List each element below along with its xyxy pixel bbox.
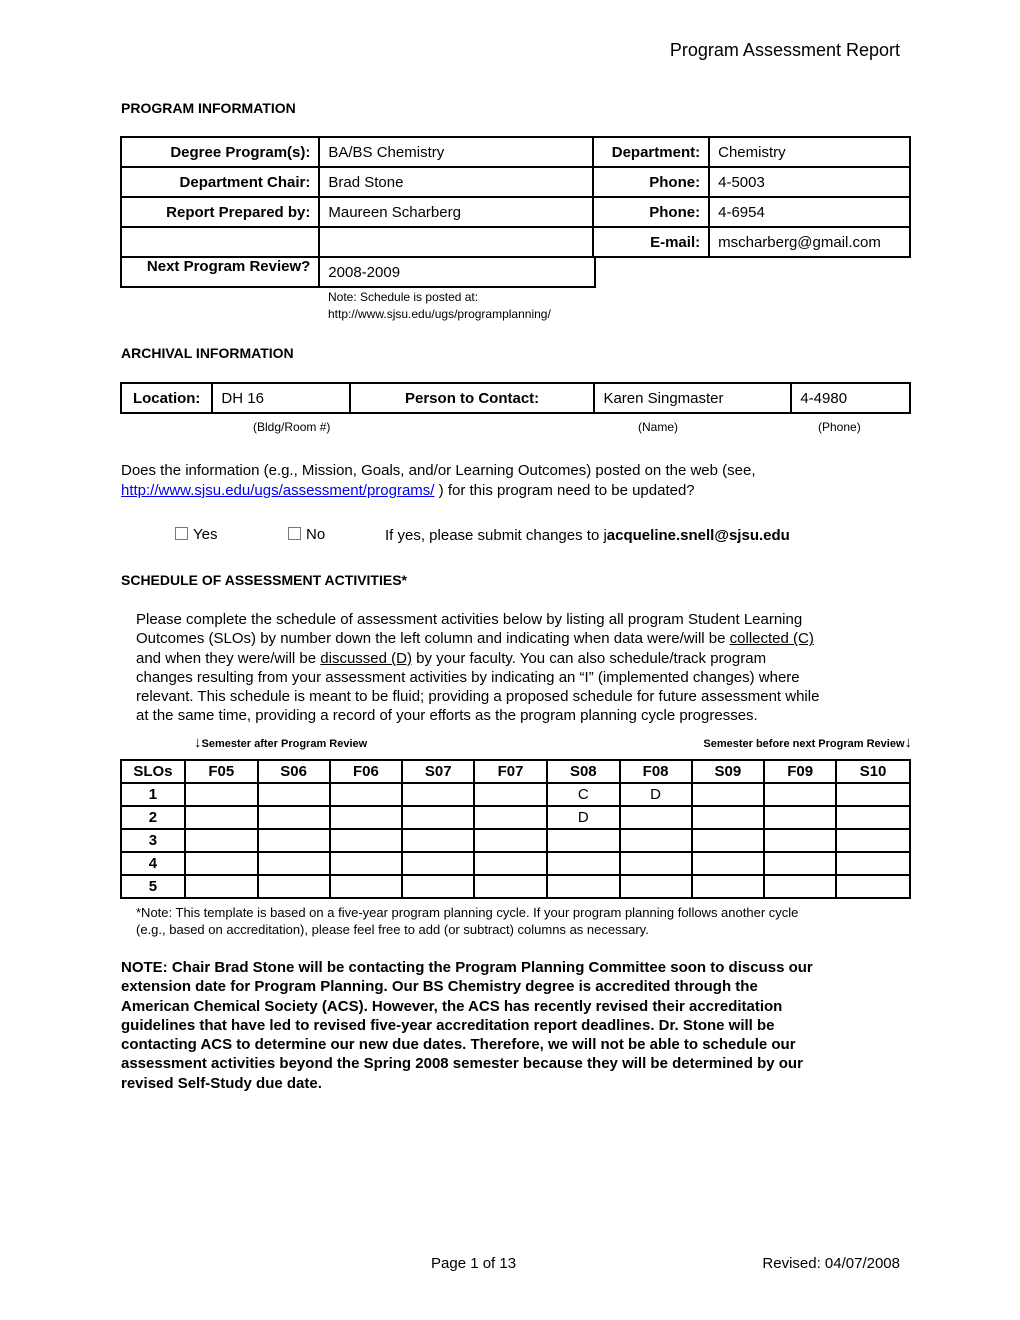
assessment-programs-link[interactable]: http://www.sjsu.edu/ugs/assessment/programs/: [121, 482, 435, 499]
schedule-body: [121, 760, 910, 898]
page-number: Page 1 of 13: [431, 1255, 517, 1272]
question-text-end: ) for this program need to be updated?: [434, 482, 695, 499]
schedule-cell[interactable]: [836, 783, 910, 806]
schedule-cell[interactable]: [474, 852, 547, 875]
question-text: Does the information (e.g., Mission, Goals, and/or Learning Outcomes) posted on the web (see,: [121, 462, 756, 479]
degree-value: BA/BS Chemistry: [319, 137, 593, 167]
schedule-note-url: http://www.sjsu.edu/ugs/programplanning/: [328, 307, 551, 321]
email-label: E-mail:: [593, 227, 709, 257]
no-checkbox[interactable]: [288, 527, 301, 540]
schedule-header-row: [121, 760, 910, 783]
schedule-cell[interactable]: [764, 806, 836, 829]
instr-line: at the same time, providing a record of your efforts as the program planning cycle progresses.: [136, 707, 758, 725]
instr-text: Outcomes (SLOs) by number down the left column and indicating when data were/will be: [136, 630, 730, 648]
contact-phone: 4-4980: [791, 383, 910, 413]
slo-number: 3: [121, 829, 185, 852]
phone-sublabel: (Phone): [818, 420, 861, 434]
slo-number: 2: [121, 806, 185, 829]
column-header: SLOs: [121, 760, 185, 783]
column-header: S07: [402, 760, 474, 783]
report-title: Program Assessment Report: [669, 40, 900, 60]
right-caption: [703, 734, 912, 751]
location-value: DH 16: [212, 383, 349, 413]
schedule-cell[interactable]: [547, 852, 620, 875]
schedule-cell[interactable]: [402, 806, 474, 829]
schedule-instructions: [136, 610, 896, 726]
schedule-table: [120, 759, 911, 899]
empty-cell: [121, 227, 319, 257]
note-line: assessment activities beyond the Spring 2008 semester because they will be determined by our: [121, 1055, 803, 1073]
schedule-cell[interactable]: [692, 806, 765, 829]
schedule-cell[interactable]: [620, 875, 692, 898]
schedule-cell[interactable]: [692, 783, 765, 806]
column-header: S06: [258, 760, 330, 783]
schedule-cell[interactable]: [620, 829, 692, 852]
schedule-cell[interactable]: [330, 875, 403, 898]
instr-line: relevant. This schedule is meant to be fluid; providing a proposed schedule for future assessment while: [136, 688, 820, 706]
schedule-row: [121, 806, 910, 829]
column-header: S10: [836, 760, 910, 783]
schedule-cell[interactable]: [836, 806, 910, 829]
chair-phone-label: Phone:: [593, 167, 709, 197]
schedule-cell[interactable]: [258, 852, 330, 875]
schedule-cell[interactable]: [620, 806, 692, 829]
column-header: F09: [764, 760, 836, 783]
program-info-heading: PROGRAM INFORMATION: [121, 100, 296, 116]
schedule-cell[interactable]: [185, 783, 258, 806]
schedule-cell[interactable]: [692, 852, 765, 875]
schedule-cell[interactable]: [258, 875, 330, 898]
schedule-footnote: [136, 904, 798, 938]
schedule-cell[interactable]: [764, 829, 836, 852]
prepared-value: Maureen Scharberg: [319, 197, 593, 227]
schedule-cell[interactable]: [547, 875, 620, 898]
schedule-cell[interactable]: [258, 783, 330, 806]
archival-table: [120, 382, 911, 414]
schedule-cell[interactable]: [474, 829, 547, 852]
column-header: S08: [547, 760, 620, 783]
next-review-value: 2008-2009: [319, 257, 595, 287]
no-label: No: [306, 526, 326, 543]
schedule-cell[interactable]: [330, 783, 403, 806]
schedule-cell[interactable]: [764, 852, 836, 875]
note-line: contacting ACS to determine our new due dates. Therefore, we will not be able to schedule our: [121, 1036, 796, 1054]
schedule-cell[interactable]: [402, 875, 474, 898]
schedule-cell[interactable]: D: [620, 783, 692, 806]
schedule-cell[interactable]: [764, 783, 836, 806]
note-line: revised Self-Study due date.: [121, 1074, 322, 1092]
schedule-row: [121, 783, 910, 806]
schedule-row: [121, 852, 910, 875]
schedule-cell[interactable]: [185, 852, 258, 875]
schedule-cell[interactable]: [836, 875, 910, 898]
schedule-cell[interactable]: [402, 829, 474, 852]
schedule-cell[interactable]: [185, 806, 258, 829]
footnote-line: (e.g., based on accreditation), please feel free to add (or subtract) columns as necessary.: [136, 922, 649, 937]
schedule-row: [121, 875, 910, 898]
location-label: Location:: [121, 383, 212, 413]
instr-line: [136, 629, 896, 648]
prepared-label: Report Prepared by:: [121, 197, 319, 227]
schedule-cell[interactable]: [836, 829, 910, 852]
instr-line: changes resulting from your assessment activities by indicating an “I” (implemented changes) where: [136, 668, 800, 686]
schedule-cell[interactable]: [474, 806, 547, 829]
slo-number: 4: [121, 852, 185, 875]
column-header: F08: [620, 760, 692, 783]
schedule-cell[interactable]: [330, 806, 403, 829]
department-label: Department:: [593, 137, 709, 167]
schedule-cell[interactable]: [474, 875, 547, 898]
column-header: F05: [185, 760, 258, 783]
email-value: mscharberg@gmail.com: [709, 227, 910, 257]
yes-label: Yes: [193, 526, 218, 543]
name-sublabel: (Name): [638, 420, 679, 434]
chair-value: Brad Stone: [319, 167, 593, 197]
schedule-cell[interactable]: [185, 829, 258, 852]
schedule-cell[interactable]: [764, 875, 836, 898]
no-option[interactable]: [288, 526, 325, 543]
archival-heading: ARCHIVAL INFORMATION: [121, 345, 294, 361]
chair-phone: 4-5003: [709, 167, 910, 197]
column-header: F07: [474, 760, 547, 783]
instr-line: Please complete the schedule of assessment activities below by listing all program Student Learning: [136, 611, 803, 628]
schedule-cell[interactable]: C: [547, 783, 620, 806]
down-arrow-icon: ↓: [194, 734, 202, 751]
next-review-label: Next Program Review?: [146, 260, 311, 275]
collected-term: collected (C): [729, 630, 814, 648]
empty-cell: [319, 227, 593, 257]
column-header: S09: [692, 760, 765, 783]
schedule-heading: SCHEDULE OF ASSESSMENT ACTIVITIES*: [121, 572, 407, 588]
footnote-line: *Note: This template is based on a five-year program planning cycle. If your program planning follows another cycle: [136, 905, 799, 920]
discussed-term: discussed (D): [320, 649, 412, 667]
instr-text: by your faculty. You can also schedule/track program: [411, 649, 767, 667]
note-line: NOTE: Chair Brad Stone will be contacting the Program Planning Committee soon to discuss our: [121, 959, 813, 976]
left-caption-text: Semester after Program Review: [201, 738, 368, 750]
prepared-phone: 4-6954: [709, 197, 910, 227]
submit-email: acqueline.snell@sjsu.edu: [606, 527, 790, 544]
schedule-cell[interactable]: [547, 829, 620, 852]
schedule-cell[interactable]: [185, 875, 258, 898]
down-arrow-icon: ↓: [904, 734, 912, 751]
program-info-table: [120, 136, 911, 258]
schedule-note-line1: Note: Schedule is posted at:: [328, 290, 479, 304]
schedule-cell[interactable]: [692, 829, 765, 852]
chair-label: Department Chair:: [121, 167, 319, 197]
revised-date: Revised: 04/07/2008: [762, 1255, 900, 1272]
instr-text: and when they were/will be: [136, 649, 321, 667]
schedule-cell[interactable]: [402, 783, 474, 806]
schedule-cell[interactable]: [836, 852, 910, 875]
schedule-cell[interactable]: D: [547, 806, 620, 829]
submit-changes-text: [385, 527, 790, 544]
schedule-cell[interactable]: [258, 829, 330, 852]
schedule-cell[interactable]: [474, 783, 547, 806]
schedule-cell[interactable]: [330, 829, 403, 852]
schedule-cell[interactable]: [258, 806, 330, 829]
update-question: [121, 461, 881, 501]
instr-line: [136, 649, 896, 668]
note-line: guidelines that have led to revised five-year accreditation report deadlines. Dr. Stone will be: [121, 1016, 775, 1034]
column-header: F06: [330, 760, 403, 783]
yes-option[interactable]: [175, 526, 217, 543]
right-caption-text: Semester before next Program Review: [703, 738, 905, 750]
contact-name: Karen Singmaster: [594, 383, 791, 413]
left-caption: [194, 734, 367, 751]
schedule-cell[interactable]: [402, 852, 474, 875]
note-line: extension date for Program Planning. Our BS Chemistry degree is accredited through the: [121, 978, 758, 996]
note-line: American Chemical Society (ACS). However, the ACS has recently revised their accreditation: [121, 997, 783, 1015]
department-value: Chemistry: [709, 137, 910, 167]
schedule-cell[interactable]: [620, 852, 692, 875]
submit-prefix: If yes, please submit changes to j: [385, 527, 607, 544]
planning-note: [121, 958, 901, 1093]
prepared-phone-label: Phone:: [593, 197, 709, 227]
slo-number: 1: [121, 783, 185, 806]
bldg-sublabel: (Bldg/Room #): [253, 420, 331, 434]
next-review-table: [120, 256, 596, 288]
slo-number: 5: [121, 875, 185, 898]
yes-checkbox[interactable]: [175, 527, 188, 540]
schedule-cell[interactable]: [692, 875, 765, 898]
schedule-row: [121, 829, 910, 852]
schedule-cell[interactable]: [330, 852, 403, 875]
degree-label: Degree Program(s):: [121, 137, 319, 167]
contact-label: Person to Contact:: [350, 383, 595, 413]
